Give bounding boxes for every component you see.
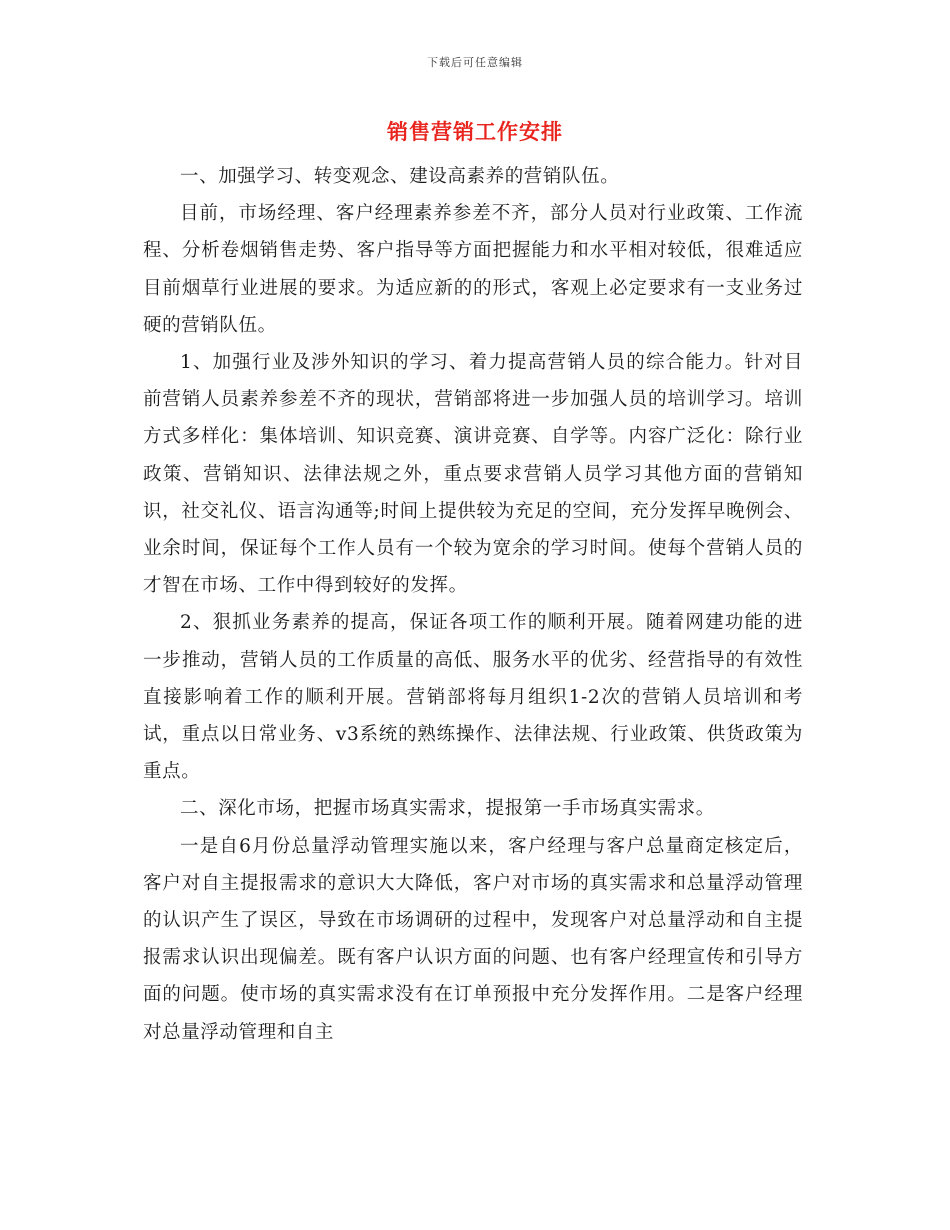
section-heading-2: 二、深化市场，把握市场真实需求，提报第一手市场真实需求。: [180, 798, 715, 820]
paragraph: 1、加强行业及涉外知识的学习、着力提高营销人员的综合能力。针对目前营销人员素养参差不齐的现状，营销部将进一步加强人员的培训学习。培训方式多样化：集体培训、知识竞赛、演讲竞赛、自学等。内容广泛化：除行业政策、营销知识、法律法规之外，重点要求营销人员学习其他方面的营销知识，社交礼仪、语言沟通等;时间上提供较为充足的空间，充分发挥早晚例会、业余时间，保证每个工作人员有一个较为宽余的学习时间。使每个营销人员的才智在市场、工作中得到较好的发挥。: [143, 352, 803, 597]
paragraph: 目前，市场经理、客户经理素养参差不齐，部分人员对行业政策、工作流程、分析卷烟销售走势、客户指导等方面把握能力和水平相对较低，很难适应目前烟草行业进展的要求。为适应新的的形式，客观上必定要求有一支业务过硬的营销队伍。: [143, 203, 803, 336]
document-body: [143, 158, 803, 1051]
header-note: 下载后可任意编辑: [427, 56, 523, 69]
section-heading-1: 一、加强学习、转变观念、建设高素养的营销队伍。: [180, 166, 620, 187]
document-title: 销售营销工作安排: [387, 119, 563, 144]
paragraph: 一是自6月份总量浮动管理实施以来，客户经理与客户总量商定核定后，客户对自主提报需求的意识大大降低，客户对市场的真实需求和总量浮动管理的认识产生了误区，导致在市场调研的过程中，发现客户对总量浮动和自主提报需求认识出现偏差。既有客户认识方面的问题、也有客户经理宣传和引导方面的问题。使市场的真实需求没有在订单预报中充分发挥作用。二是客户经理对总量浮动管理和自主: [143, 835, 803, 1043]
paragraph: 2、狠抓业务素养的提高，保证各项工作的顺利开展。随着网建功能的进一步推动，营销人员的工作质量的高低、服务水平的优劣、经营指导的有效性直接影响着工作的顺利开展。营销部将每月组织1-2次的营销人员培训和考试，重点以日常业务、v3系统的熟练操作、法律法规、行业政策、供货政策为重点。: [143, 612, 803, 783]
